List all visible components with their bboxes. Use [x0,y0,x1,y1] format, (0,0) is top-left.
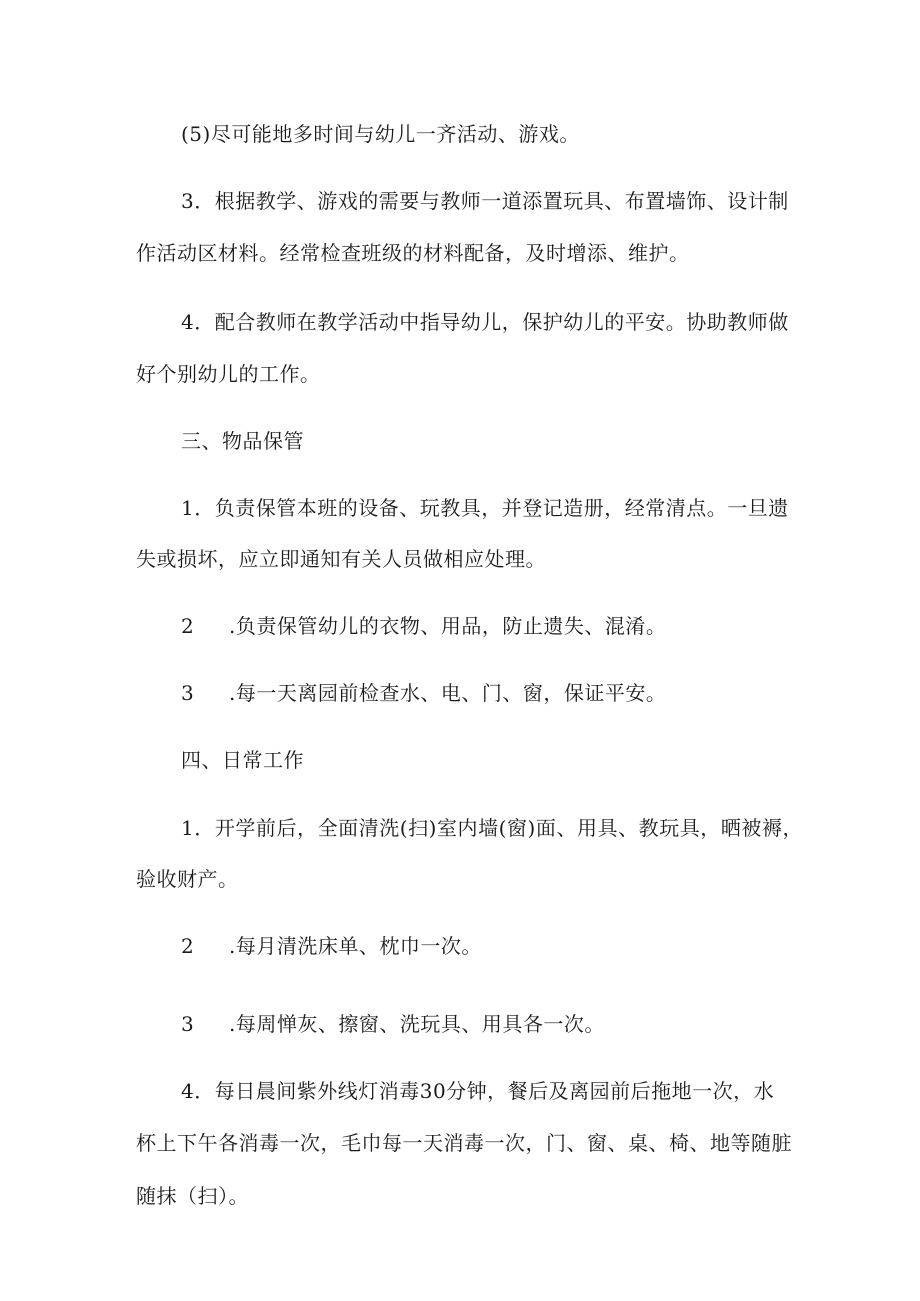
item-text: .每一天离园前检查水、电、门、窗，保证平安。 [229,681,667,705]
paragraph-item-5: (5)尽可能地多时间与幼儿一齐活动、游戏。 [181,122,580,146]
paragraph-4-line-2: 好个别幼儿的工作。 [136,362,321,386]
item-text: .负责保管幼儿的衣物、用品，防止遗失、混淆。 [229,614,667,638]
daily-item-1-line-1: 1．开学前后，全面清洗(扫)室内墙(窗)面、用具、教玩具，晒被褥， [181,816,803,840]
daily-item-4-line-3: 随抹（扫）。 [136,1184,249,1208]
daily-item-3 [181,1011,605,1037]
daily-item-2 [181,933,482,959]
paragraph-4-line-1: 4．配合教师在教学活动中指导幼儿，保护幼儿的平安。协助教师做 [181,310,789,334]
section-heading-daily-work: 四、日常工作 [181,748,304,772]
item-number: 2 [181,614,195,638]
item-number: 3 [181,681,195,705]
item-text: .每月清洗床单、枕巾一次。 [229,934,482,958]
section-heading-storage: 三、物品保管 [181,429,304,453]
storage-item-1-line-1: 1．负责保管本班的设备、玩教具，并登记造册，经常清点。一旦遗 [181,496,789,520]
daily-item-4-line-2: 杯上下午各消毒一次，毛巾每一天消毒一次，门、窗、桌、椅、地等随脏 [136,1131,792,1155]
storage-item-2 [181,613,666,639]
item-number: 3 [181,1012,195,1036]
daily-item-1-line-2: 验收财产。 [136,867,239,891]
item-number: 2 [181,934,195,958]
daily-item-4-line-1: 4．每日晨间紫外线灯消毒30分钟，餐后及离园前后拖地一次，水 [181,1079,775,1103]
paragraph-3-line-1: 3．根据教学、游戏的需要与教师一道添置玩具、布置墙饰、设计制 [181,189,789,213]
storage-item-3 [181,680,666,706]
storage-item-1-line-2: 失或损坏，应立即通知有关人员做相应处理。 [136,547,546,571]
item-text: .每周惮灰、擦窗、洗玩具、用具各一次。 [229,1012,605,1036]
paragraph-3-line-2: 作活动区材料。经常检查班级的材料配备，及时增添、维护。 [136,241,690,265]
